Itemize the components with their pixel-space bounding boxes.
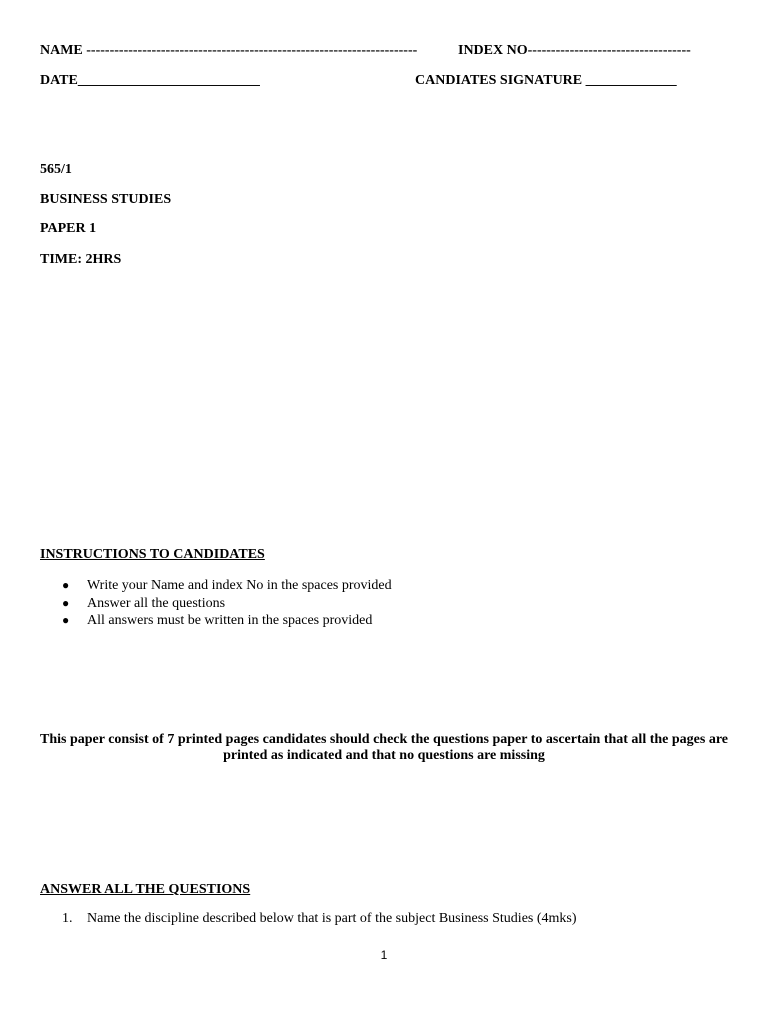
page-count-notice: This paper consist of 7 printed pages candidates should check the questions paper to ascertain that all the pages are printed as indicated and that no questions are missing [40, 732, 728, 763]
list-item [62, 595, 392, 613]
question-item [62, 911, 577, 927]
candidate-signature-field-label: CANDIATES SIGNATURE _____________ [415, 73, 677, 88]
question-number: 1. [62, 911, 73, 926]
bullet-icon: ● [62, 595, 70, 610]
instruction-text: Write your Name and index No in the spaces provided [87, 578, 392, 593]
paper-number: PAPER 1 [40, 221, 97, 236]
questions-heading: ANSWER ALL THE QUESTIONS [40, 882, 251, 897]
instructions-heading: INSTRUCTIONS TO CANDIDATES [40, 547, 265, 562]
page-number: 1 [380, 948, 388, 962]
exam-time: TIME: 2HRS [40, 252, 122, 267]
instruction-text: All answers must be written in the spaces provided [87, 613, 373, 628]
instructions-list [62, 577, 392, 630]
question-text: Name the discipline described below that is part of the subject Business Studies (4mks) [87, 911, 577, 926]
instruction-text: Answer all the questions [87, 595, 226, 611]
list-item [62, 577, 392, 595]
name-field-label: NAME ----------------------------------------------------------------------- [40, 43, 418, 58]
bullet-icon: ● [62, 578, 70, 592]
list-item [62, 612, 392, 630]
bullet-icon: ● [62, 613, 70, 627]
paper-code: 565/1 [40, 162, 72, 177]
subject-title: BUSINESS STUDIES [40, 192, 172, 207]
index-no-field-label: INDEX NO----------------------------------- [458, 43, 691, 58]
date-field-label: DATE__________________________ [40, 73, 260, 88]
